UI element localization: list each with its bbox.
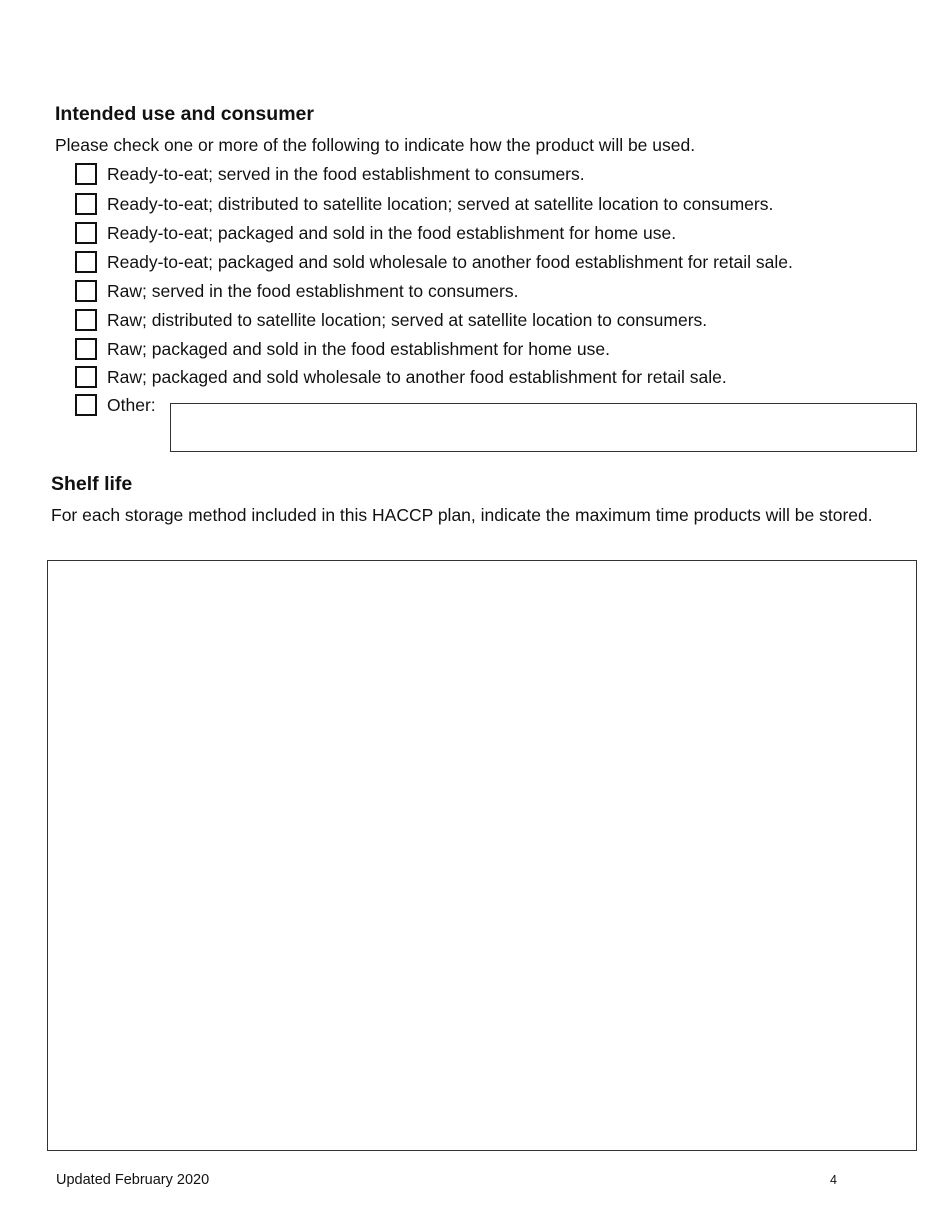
- option-raw-home-use: [75, 337, 610, 361]
- option-raw-wholesale: [75, 365, 727, 389]
- shelf-life-instruction: For each storage method included in this HACCP plan, indicate the maximum time products will be stored.: [51, 505, 873, 525]
- option-rte-wholesale: [75, 250, 793, 274]
- page-number: 4: [830, 1173, 837, 1187]
- checkbox-rte-home-use[interactable]: [75, 222, 97, 244]
- updated-date: Updated February 2020: [56, 1172, 210, 1188]
- checkbox-raw-home-use[interactable]: [75, 338, 97, 360]
- shelf-life-text-area[interactable]: [47, 560, 917, 1151]
- other-text-field[interactable]: [170, 403, 917, 452]
- option-label: Raw; packaged and sold in the food establishment for home use.: [107, 338, 610, 359]
- shelf-life-heading: Shelf life: [51, 473, 133, 495]
- option-label: Ready-to-eat; distributed to satellite location; served at satellite location to consumers.: [107, 193, 774, 214]
- intended-use-instruction: Please check one or more of the following to indicate how the product will be used.: [55, 135, 696, 155]
- option-rte-home-use: [75, 221, 676, 245]
- intended-use-heading: Intended use and consumer: [55, 103, 314, 125]
- option-label: Raw; packaged and sold wholesale to another food establishment for retail sale.: [107, 366, 727, 387]
- checkbox-rte-served-on-site[interactable]: [75, 163, 97, 185]
- option-raw-served-on-site: [75, 279, 518, 303]
- option-other: [75, 393, 156, 417]
- checkbox-rte-wholesale[interactable]: [75, 251, 97, 273]
- option-rte-satellite: [75, 192, 773, 216]
- option-label: Other:: [107, 394, 156, 415]
- option-label: Raw; served in the food establishment to consumers.: [107, 280, 519, 301]
- checkbox-raw-wholesale[interactable]: [75, 366, 97, 388]
- checkbox-rte-satellite[interactable]: [75, 193, 97, 215]
- option-label: Ready-to-eat; packaged and sold wholesale to another food establishment for retail sale.: [107, 251, 793, 272]
- checkbox-raw-satellite[interactable]: [75, 309, 97, 331]
- checkbox-raw-served-on-site[interactable]: [75, 280, 97, 302]
- option-raw-satellite: [75, 308, 707, 332]
- option-label: Ready-to-eat; served in the food establishment to consumers.: [107, 163, 585, 184]
- checkbox-other[interactable]: [75, 394, 97, 416]
- option-label: Ready-to-eat; packaged and sold in the food establishment for home use.: [107, 222, 677, 243]
- option-label: Raw; distributed to satellite location; served at satellite location to consumers.: [107, 309, 708, 330]
- option-rte-served-on-site: [75, 162, 585, 186]
